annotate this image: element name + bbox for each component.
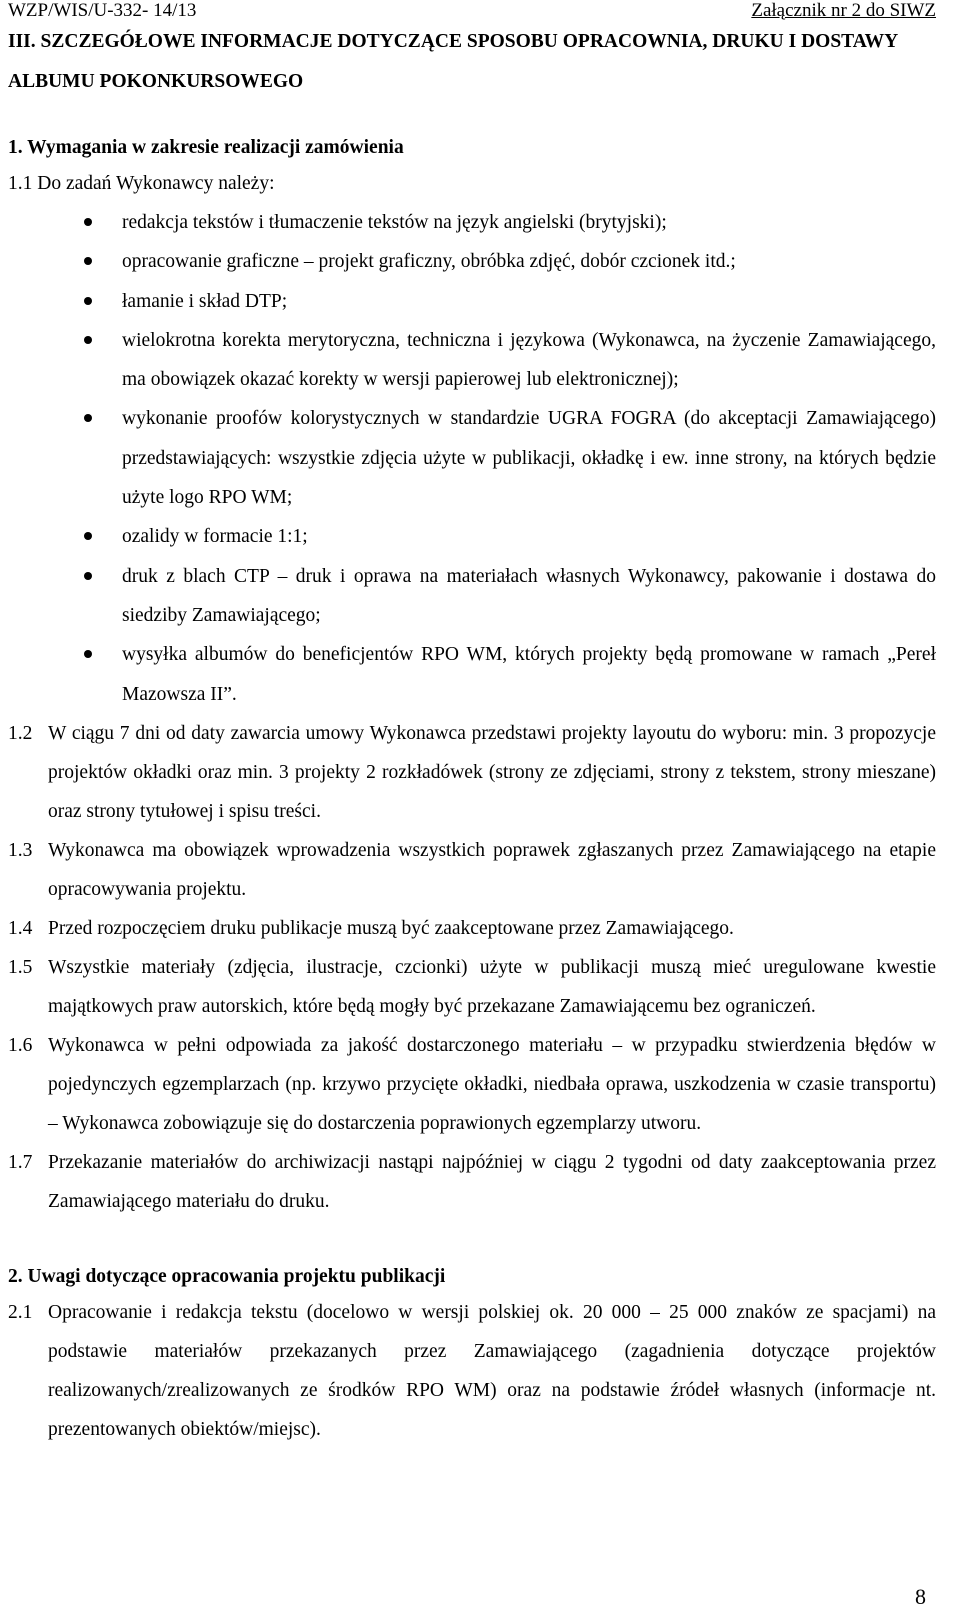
section-1-1-intro: 1.1 Do zadań Wykonawcy należy: xyxy=(8,173,275,194)
section-2-heading: 2. Uwagi dotyczące opracowania projektu publikacji xyxy=(8,1265,446,1287)
bullet-icon xyxy=(84,336,92,344)
section-spacer xyxy=(8,1221,936,1261)
list-item: wielokrotna korekta merytoryczna, techniczna i językowa (Wykonawca, na życzenie Zamawiającego, ma obowiązek okazać korekty w wersji papierowej lub elektronicznej); xyxy=(8,321,936,400)
numbered-item-2-1: 2.1 Opracowanie i redakcja tekstu (docelowo w wersji polskiej ok. 20 000 – 25 000 znaków ze spacjami) na podstawie materiałów przekazanych przez Zamawiającego (zagadnienia dotyczące projektów realizowanych/zrealizowanych ze środków RPO WM) oraz na podstawie źródeł własnych (informacje nt. prezentowanych obiektów/miejsc). xyxy=(8,1301,936,1440)
document-title: III. SZCZEGÓŁOWE INFORMACJE DOTYCZĄCE SPOSOBU OPRACOWNIA, DRUKU I DOSTAWY ALBUMU POKONKURSOWEGO xyxy=(8,31,898,92)
section-1-heading: 1. Wymagania w zakresie realizacji zamówienia xyxy=(8,137,404,158)
document-reference: WZP/WIS/U-332- 14/13 xyxy=(8,0,197,21)
bullet-icon xyxy=(84,532,92,540)
numbered-item-1-3: 1.3 Wykonawca ma obowiązek wprowadzenia wszystkich poprawek zgłaszanych przez Zamawiającego na etapie opracowywania projektu. xyxy=(8,839,936,900)
bullet-icon xyxy=(84,257,92,265)
numbered-item-1-2: 1.2 W ciągu 7 dni od daty zawarcia umowy Wykonawca przedstawi projekty layoutu do wyboru: min. 3 propozycje projektów okładki oraz min. 3 projekty 2 rozkładówek (strony ze zdjęciami, strony z tekstem, strony mieszane) oraz strony tytułowej i spisu treści. xyxy=(8,722,936,822)
numbered-item-1-4: 1.4 Przed rozpoczęciem druku publikacje muszą być zaakceptowane przez Zamawiającego. xyxy=(8,917,734,939)
list-item: druk z blach CTP – druk i oprawa na materiałach własnych Wykonawcy, pakowanie i dostawa do siedziby Zamawiającego; xyxy=(8,557,936,636)
task-list xyxy=(8,203,936,714)
list-item: wykonanie proofów kolorystycznych w standardzie UGRA FOGRA (do akceptacji Zamawiającego) przedstawiających: wszystkie zdjęcia użyte w publikacji, okładkę i ew. inne strony, na których będzie użyte logo RPO WM; xyxy=(8,399,936,517)
numbered-item-1-7: 1.7 Przekazanie materiałów do archiwizacji nastąpi najpóźniej w ciągu 2 tygodni od daty zaakceptowania przez Zamawiającego materiału do druku. xyxy=(8,1151,936,1212)
numbered-item-1-5: 1.5 Wszystkie materiały (zdjęcia, ilustracje, czcionki) użyte w publikacji muszą mieć uregulowane kwestie majątkowych praw autorskich, które będą mogły być przekazane Zamawiającemu bez ograniczeń. xyxy=(8,956,936,1017)
bullet-icon xyxy=(84,297,92,305)
page-header xyxy=(8,0,936,22)
bullet-icon xyxy=(84,218,92,226)
page-number: 8 xyxy=(915,1584,926,1609)
bullet-icon xyxy=(84,650,92,658)
list-item: wysyłka albumów do beneficjentów RPO WM, których projekty będą promowane w ramach „Pereł Mazowsza II”. xyxy=(8,635,936,714)
bullet-icon xyxy=(84,414,92,422)
document-page xyxy=(8,0,936,1613)
bullet-icon xyxy=(84,572,92,580)
numbered-item-1-6: 1.6 Wykonawca w pełni odpowiada za jakość dostarczonego materiału – w przypadku stwierdzenia błędów w pojedynczych egzemplarzach (np. krzywo przycięte okładki, niedbała oprawa, uszkodzenia w czasie transportu) – Wykonawca zobowiązuje się do dostarczenia poprawionych egzemplarzy utworu. xyxy=(8,1034,936,1134)
list-item: opracowanie graficzne – projekt graficzny, obróbka zdjęć, dobór czcionek itd.; xyxy=(8,242,936,281)
list-item: redakcja tekstów i tłumaczenie tekstów na język angielski (brytyjski); xyxy=(8,203,936,242)
list-item: ozalidy w formacie 1:1; xyxy=(8,517,936,556)
attachment-label: Załącznik nr 2 do SIWZ xyxy=(751,0,936,21)
list-item: łamanie i skład DTP; xyxy=(8,282,936,321)
